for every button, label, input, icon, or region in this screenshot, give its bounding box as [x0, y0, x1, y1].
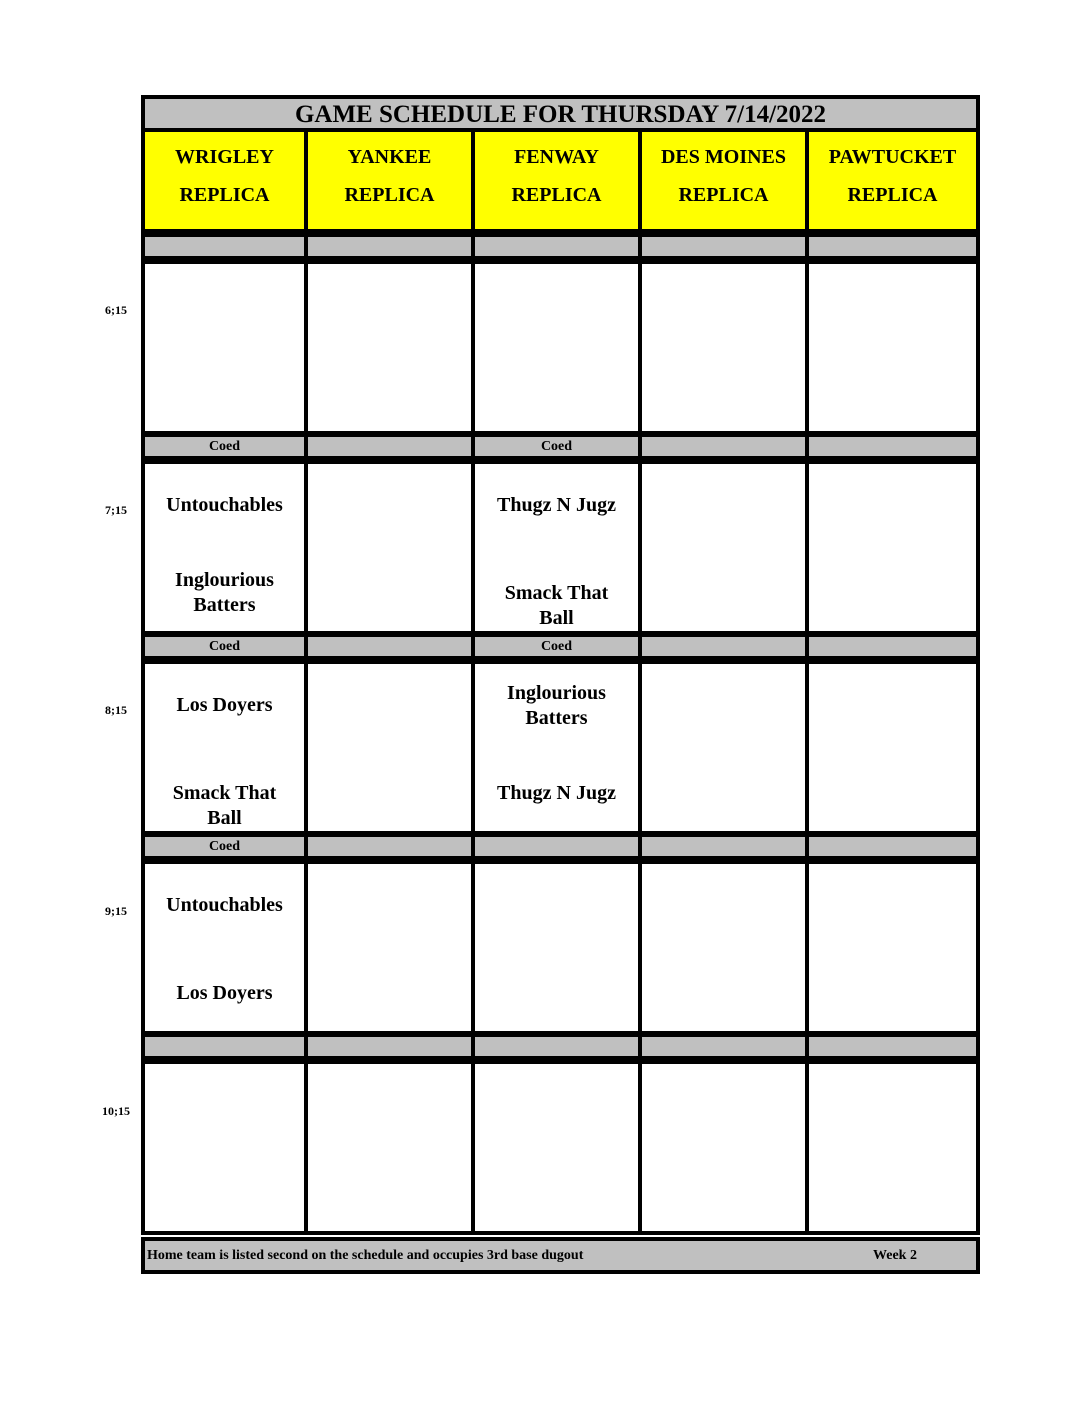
- game-cell: [642, 460, 809, 635]
- game-cell: [809, 260, 980, 435]
- field-subtitle: REPLICA: [511, 184, 602, 206]
- game-cell: [475, 460, 642, 635]
- time-label: 8;15: [105, 703, 127, 717]
- game-cell: [141, 460, 308, 635]
- home-team: Smack That Ball: [172, 782, 277, 829]
- division-label: [642, 433, 809, 460]
- field-name: WRIGLEY: [175, 146, 274, 168]
- field-header: [809, 132, 980, 233]
- game-cell: [475, 1060, 642, 1235]
- game-cell: [809, 1060, 980, 1235]
- week-label: Week 2: [873, 1248, 917, 1263]
- schedule-title: GAME SCHEDULE FOR THURSDAY 7/14/2022: [141, 95, 980, 132]
- game-cell: [308, 460, 475, 635]
- game-cell: [308, 1060, 475, 1235]
- division-label: Coed: [475, 633, 642, 660]
- field-name: YANKEE: [347, 146, 432, 168]
- field-header: [308, 132, 475, 233]
- home-team: Los Doyers: [176, 982, 273, 1004]
- division-label: [642, 1033, 809, 1060]
- field-header: [642, 132, 809, 233]
- division-label: [642, 233, 809, 260]
- game-cell: [141, 860, 308, 1035]
- game-cell: [642, 860, 809, 1035]
- home-team: Thugz N Jugz: [497, 782, 616, 804]
- game-cell: [475, 260, 642, 435]
- game-cell: [308, 660, 475, 835]
- division-label: [642, 833, 809, 860]
- away-team: Thugz N Jugz: [497, 494, 616, 516]
- home-team: Smack That Ball: [504, 582, 609, 629]
- time-label: 7;15: [105, 503, 127, 517]
- game-cell: [809, 860, 980, 1035]
- time-label: 6;15: [105, 303, 127, 317]
- division-label: [809, 1033, 980, 1060]
- game-cell: [809, 460, 980, 635]
- field-subtitle: REPLICA: [847, 184, 938, 206]
- field-subtitle: REPLICA: [678, 184, 769, 206]
- division-label: [475, 833, 642, 860]
- division-label: Coed: [475, 433, 642, 460]
- away-team: Inglourious Batters: [507, 682, 606, 729]
- field-name: PAWTUCKET: [828, 146, 957, 168]
- home-team: Inglourious Batters: [175, 569, 274, 616]
- field-subtitle: REPLICA: [179, 184, 270, 206]
- game-cell: [642, 1060, 809, 1235]
- away-team: Untouchables: [166, 894, 283, 916]
- game-cell: [809, 660, 980, 835]
- game-cell: [308, 860, 475, 1035]
- division-label: [809, 633, 980, 660]
- field-name: DES MOINES: [660, 146, 787, 168]
- division-label: [141, 233, 308, 260]
- division-label: [308, 633, 475, 660]
- schedule-footer: [141, 1237, 980, 1274]
- division-label: [475, 233, 642, 260]
- field-subtitle: REPLICA: [344, 184, 435, 206]
- division-label: [642, 633, 809, 660]
- away-team: Los Doyers: [176, 694, 273, 716]
- field-header: [141, 132, 308, 233]
- schedule-table: [141, 95, 980, 1274]
- game-cell: [141, 660, 308, 835]
- away-team: Untouchables: [166, 494, 283, 516]
- division-label: Coed: [141, 633, 308, 660]
- division-label: Coed: [141, 433, 308, 460]
- division-label: [308, 1033, 475, 1060]
- division-label: [809, 233, 980, 260]
- game-cell: [642, 660, 809, 835]
- game-cell: [308, 260, 475, 435]
- division-label: [141, 1033, 308, 1060]
- division-label: [308, 233, 475, 260]
- time-label: 10;15: [102, 1104, 130, 1118]
- home-team-note: Home team is listed second on the schedule and occupies 3rd base dugout: [147, 1248, 584, 1263]
- field-header: [475, 132, 642, 233]
- game-cell: [475, 660, 642, 835]
- game-cell: [141, 260, 308, 435]
- division-label: [475, 1033, 642, 1060]
- division-label: [809, 833, 980, 860]
- division-label: [308, 833, 475, 860]
- division-label: [809, 433, 980, 460]
- time-label: 9;15: [105, 904, 127, 918]
- division-label: [308, 433, 475, 460]
- game-cell: [475, 860, 642, 1035]
- field-name: FENWAY: [514, 146, 599, 168]
- game-cell: [642, 260, 809, 435]
- division-label: Coed: [141, 833, 308, 860]
- game-cell: [141, 1060, 308, 1235]
